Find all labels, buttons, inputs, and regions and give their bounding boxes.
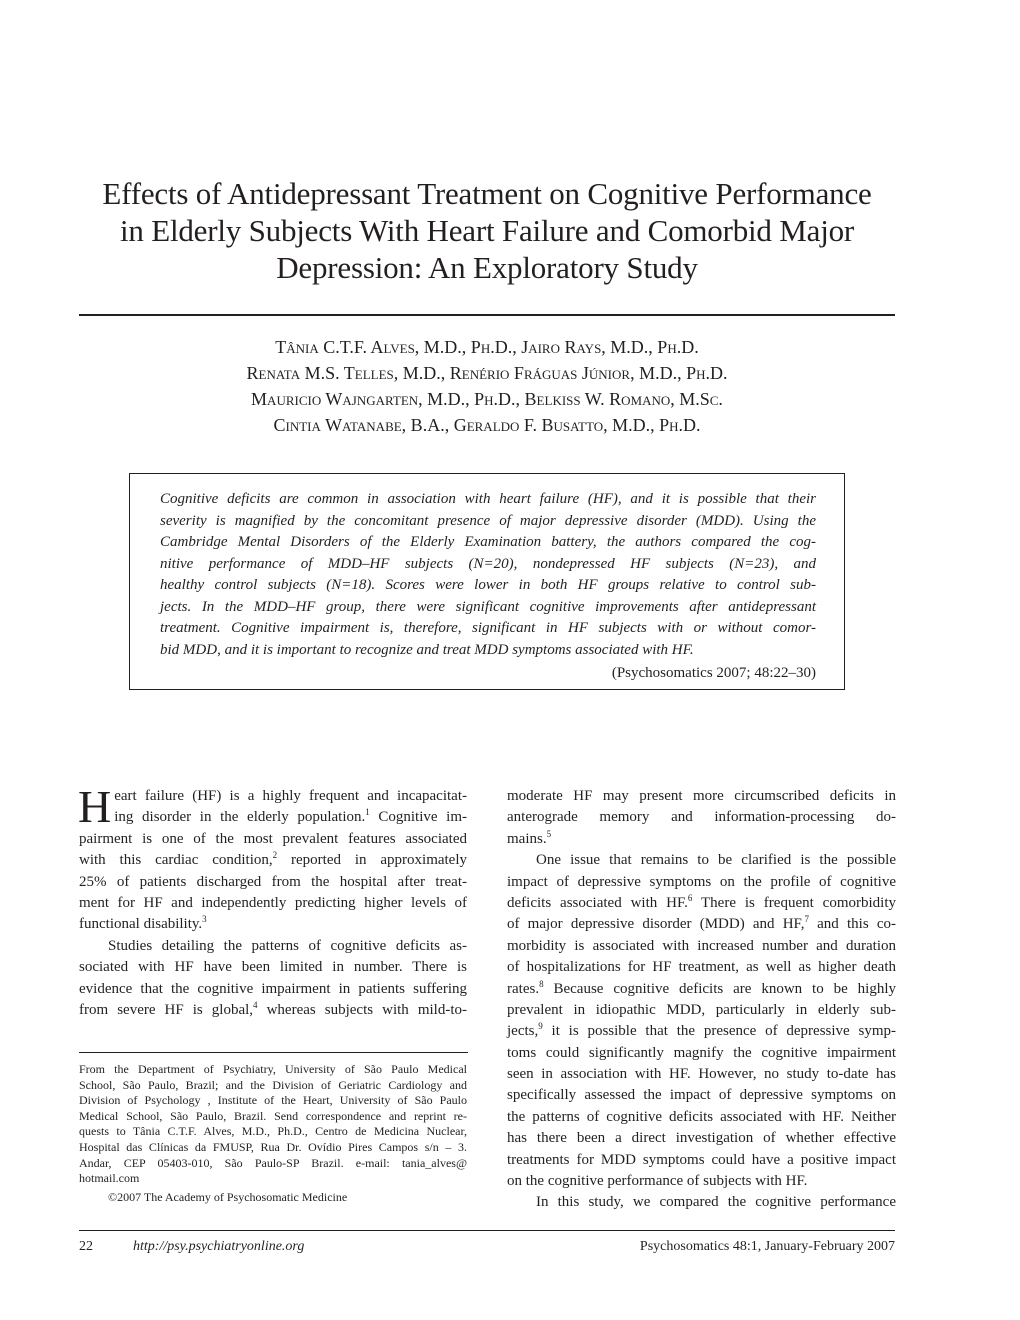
abstract-line: nitive performance of MDD–HF subjects (N=20), nondepressed HF subjects (N=23), and bbox=[160, 555, 816, 572]
footnote-divider bbox=[79, 1052, 468, 1053]
text-line: mains.$^5$ bbox=[507, 828, 552, 847]
right-column bbox=[507, 786, 896, 1214]
text-line: Studies detailing the patterns of cognitive deficits as- bbox=[108, 937, 467, 954]
article-title bbox=[70, 175, 904, 286]
text-line: deficits associated with HF.$^6$ There is frequent comorbidity bbox=[507, 892, 896, 911]
footnote-line: Division of Psychology , Institute of the Heart, University of São Paulo bbox=[79, 1093, 467, 1108]
text-line: the patterns of cognitive deficits associated with HF. Neither bbox=[507, 1108, 896, 1125]
author-line: Cintia Watanabe, B.A., Geraldo F. Busatto, M.D., Ph.D. bbox=[273, 415, 701, 435]
abstract-line: bid MDD, and it is important to recognize and treat MDD symptoms associated with HF. bbox=[160, 641, 694, 658]
abstract-line: treatment. Cognitive impairment is, therefore, significant in HF subjects with or without comor- bbox=[160, 620, 816, 636]
text-line: In this study, we compared the cognitive performance bbox=[536, 1194, 896, 1211]
abstract-line: healthy control subjects (N=18). Scores were lower in both HF groups relative to control sub- bbox=[160, 577, 816, 593]
text-line: treatments for MDD symptoms could have a positive impact bbox=[507, 1151, 896, 1168]
text-line: with this cardiac condition,$^2$ reported in approximately bbox=[79, 850, 468, 869]
drop-cap: H bbox=[78, 781, 112, 832]
abstract-citation: (Psychosomatics 2007; 48:22–30) bbox=[611, 665, 816, 681]
paragraph bbox=[507, 786, 896, 850]
text-line: ment for HF and independently predicting higher levels of bbox=[79, 894, 467, 911]
paragraph bbox=[507, 850, 896, 1192]
author-list bbox=[79, 334, 895, 438]
text-line: jects,$^9$ it is possible that the presence of depressive symp- bbox=[507, 1021, 896, 1040]
text-line: ing disorder in the elderly population.$^1$ Cognitive im- bbox=[114, 807, 467, 826]
abstract-box bbox=[129, 473, 845, 690]
text-line: pairment is one of the most prevalent features associated bbox=[79, 830, 467, 847]
footnote-line: hotmail.com bbox=[79, 1171, 140, 1186]
text-line: anterograde memory and information-processing do- bbox=[507, 809, 896, 826]
author-line: Renata M.S. Telles, M.D., Renério Fráguas Júnior, M.D., Ph.D. bbox=[246, 363, 728, 383]
footnote-line: Medical School, São Paulo, Brazil. Send correspondence and reprint re- bbox=[79, 1108, 467, 1123]
abstract-line: jects. In the MDD–HF group, there were significant cognitive improvements after antidepressant bbox=[160, 598, 816, 615]
footnote-line: Andar, CEP 05403-010, São Paulo-SP Brazil. e-mail: tania_alves@ bbox=[79, 1155, 467, 1170]
text-line: morbidity is associated with increased number and duration bbox=[507, 937, 896, 954]
page-number: 22 bbox=[79, 1239, 93, 1254]
text-line: eart failure (HF) is a highly frequent and incapacitat- bbox=[114, 788, 467, 804]
author-line: Tânia C.T.F. Alves, M.D., Ph.D., Jairo Rays, M.D., Ph.D. bbox=[275, 337, 699, 357]
title-line: Depression: An Exploratory Study bbox=[276, 250, 698, 285]
text-line: sociated with HF have been limited in number. There is bbox=[79, 959, 467, 976]
abstract-text bbox=[160, 489, 816, 661]
affiliation-footnote bbox=[79, 1062, 467, 1187]
text-line: prevalent in idiopathic MDD, particularly in elderly sub- bbox=[507, 1001, 896, 1018]
paragraph bbox=[507, 1192, 896, 1213]
text-line: on the cognitive performance of subjects with HF. bbox=[507, 1173, 808, 1190]
footnote-line: quests to Tânia C.T.F. Alves, M.D., Ph.D., Centro de Medicina Nuclear, bbox=[79, 1124, 467, 1139]
text-line: of hospitalizations for HF treatment, as well as higher death bbox=[507, 959, 896, 976]
text-line: from severe HF is global,$^4$ whereas subjects with mild-to- bbox=[79, 999, 467, 1018]
footnote-line: Hospital das Clínicas da FMUSP, Rua Dr. Ovídio Pires Campos s/n – 3. bbox=[79, 1139, 467, 1154]
text-line: toms could significantly magnify the cognitive impairment bbox=[507, 1044, 896, 1061]
abstract-line: Cambridge Mental Disorders of the Elderly Examination battery, the authors compared the cog- bbox=[160, 534, 816, 550]
footnote-line: From the Department of Psychiatry, University of São Paulo Medical bbox=[79, 1062, 467, 1076]
paragraph bbox=[78, 781, 468, 936]
text-line: rates.$^8$ Because cognitive deficits are known to be highly bbox=[507, 978, 896, 997]
text-line: moderate HF may present more circumscribed deficits in bbox=[507, 788, 896, 804]
text-line: 25% of patients discharged from the hospital after treat- bbox=[79, 873, 467, 890]
journal-citation: Psychosomatics 48:1, January-February 2007 bbox=[639, 1239, 895, 1254]
author-line: Mauricio Wajngarten, M.D., Ph.D., Belkiss W. Romano, M.Sc. bbox=[251, 389, 723, 409]
title-divider bbox=[79, 314, 895, 316]
footnote-line: School, São Paulo, Brazil; and the Division of Geriatric Cardiology and bbox=[79, 1077, 467, 1092]
abstract-line: Cognitive deficits are common in association with heart failure (HF), and it is possible that their bbox=[160, 491, 816, 507]
left-column bbox=[78, 781, 468, 1021]
title-line: Effects of Antidepressant Treatment on Cognitive Performance bbox=[102, 176, 872, 211]
text-line: functional disability.$^3$ bbox=[79, 914, 207, 933]
journal-url: http://psy.psychiatryonline.org bbox=[133, 1239, 305, 1254]
title-line: in Elderly Subjects With Heart Failure and Comorbid Major bbox=[119, 213, 855, 248]
copyright-notice: ©2007 The Academy of Psychosomatic Medicine bbox=[108, 1190, 348, 1204]
text-line: evidence that the cognitive impairment in patients suffering bbox=[79, 980, 467, 997]
text-line: impact of depressive symptoms on the profile of cognitive bbox=[507, 873, 896, 890]
abstract-line: severity is magnified by the concomitant presence of major depressive disorder (MDD). Using the bbox=[160, 512, 816, 529]
text-line: has there been a direct investigation of whether effective bbox=[507, 1130, 896, 1147]
text-line: specifically assessed the impact of depressive symptoms on bbox=[507, 1087, 896, 1104]
text-line: One issue that remains to be clarified is the possible bbox=[536, 852, 896, 869]
text-line: of major depressive disorder (MDD) and HF,$^7$ and this co- bbox=[507, 914, 896, 933]
paragraph bbox=[79, 936, 467, 1022]
text-line: seen in association with HF. However, no study to-date has bbox=[507, 1066, 896, 1083]
footer-divider bbox=[79, 1230, 895, 1231]
